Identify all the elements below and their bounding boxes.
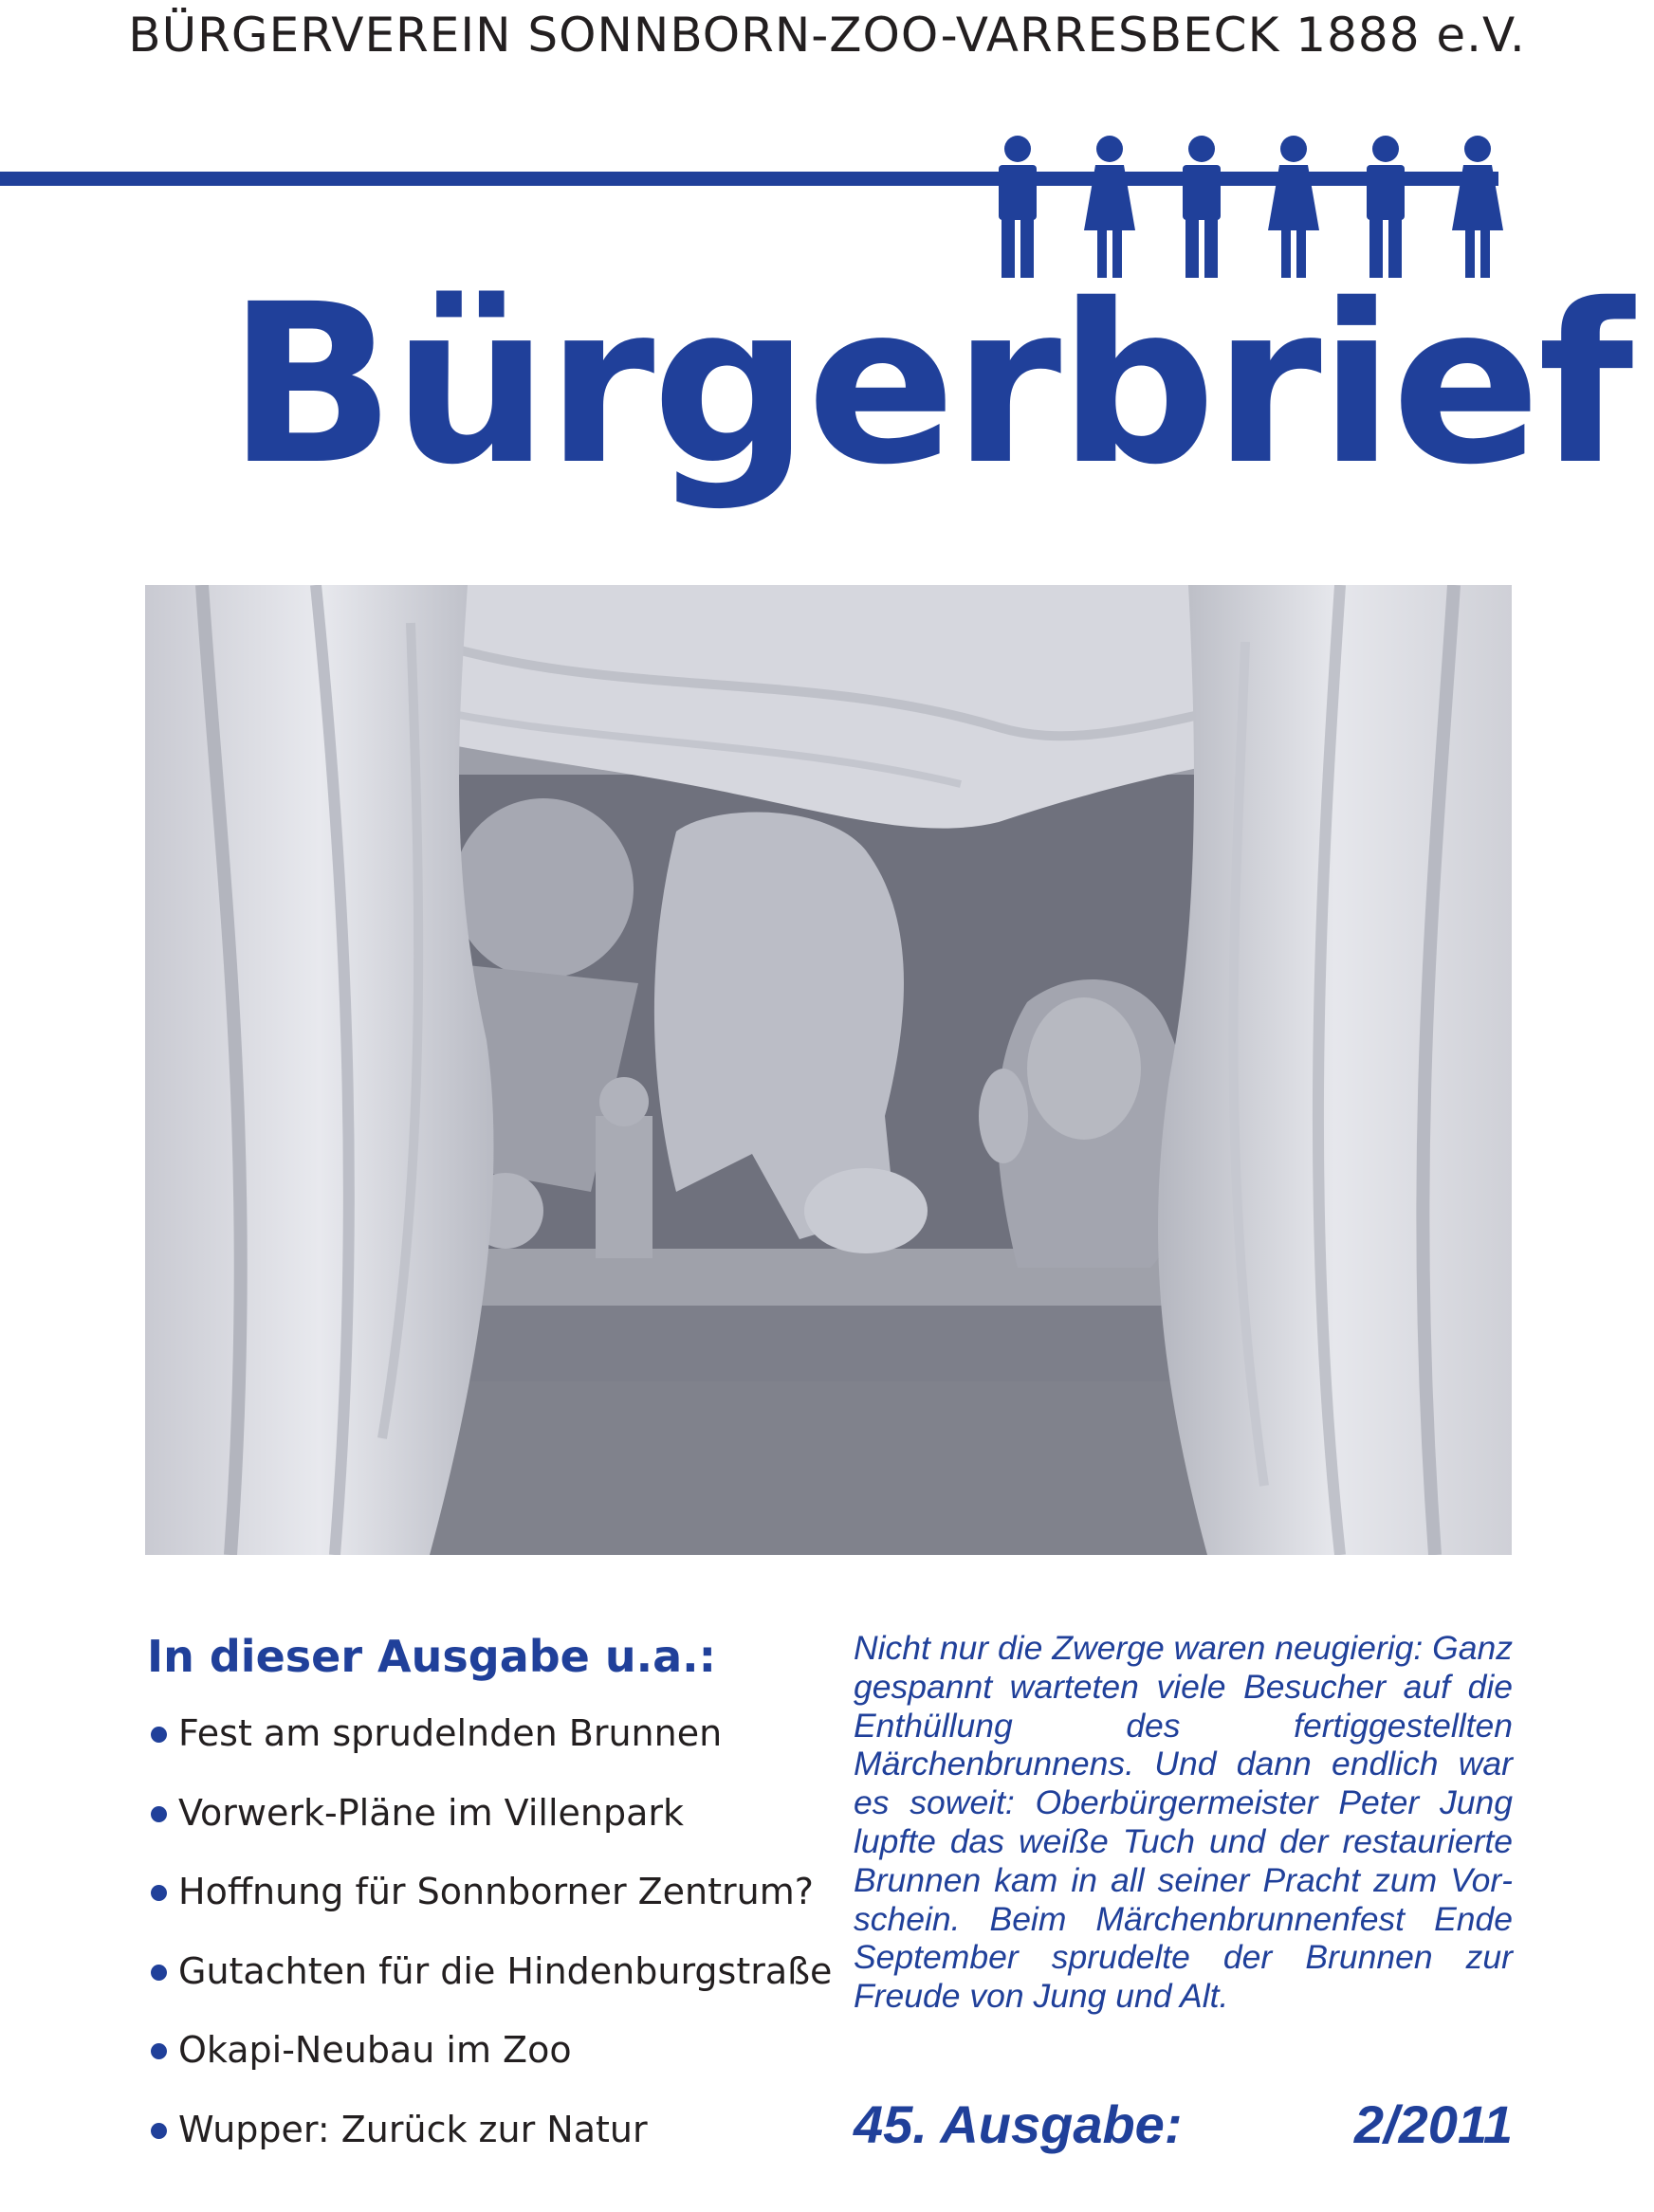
list-item	[147, 1792, 830, 1872]
toc-item-label: Okapi-Neubau im Zoo	[178, 2029, 572, 2071]
bullet-icon	[151, 1727, 167, 1743]
photo-caption: Nicht nur die Zwerge waren neugierig: Ganz gespannt warteten viele Besucher auf die Enthüllung des fertiggestellten Märchenbrunnens. Und dann endlich war es soweit: Oberbürgermeister Peter Jung lupfte das weiße Tuch und der restaurierte Brunnen kam in all seiner Pracht zum Vorschein. Beim Märchenbrunnenfest Ende September sprudelte der Brunnen zur Freude von Jung und Alt.	[854, 1629, 1513, 2016]
cover-photo	[145, 585, 1512, 1555]
bullet-icon	[151, 1965, 167, 1981]
toc-title: In dieser Ausgabe u.a.:	[147, 1631, 717, 1682]
bullet-icon	[151, 2123, 167, 2139]
toc-item-label: Fest am sprudelnden Brunnen	[178, 1712, 723, 1754]
bullet-icon	[151, 1885, 167, 1901]
list-item	[147, 2109, 830, 2188]
masthead-title: Bürgerbrief	[228, 257, 1631, 513]
organization-header: BÜRGERVEREIN SONNBORN-ZOO-VARRESBECK 1888 e.V.	[128, 8, 1526, 63]
toc-item-label: Hoffnung für Sonnborner Zentrum?	[178, 1871, 814, 1912]
bullet-icon	[151, 1806, 167, 1822]
list-item	[147, 1871, 830, 1950]
list-item	[147, 1949, 833, 2030]
toc-item-label: Gutachten für die Hindenburgstraße	[178, 1949, 833, 1992]
list-item	[147, 2029, 830, 2109]
toc-item-label: Vorwerk-Pläne im Villenpark	[178, 1791, 685, 1834]
issue-label: 45. Ausgabe:	[854, 2094, 1183, 2154]
bullet-icon	[151, 2043, 167, 2059]
issue-line	[854, 2093, 1513, 2155]
toc-item-label: Wupper: Zurück zur Natur	[178, 2108, 648, 2150]
issue-number: 2/2011	[1353, 2094, 1513, 2154]
toc-list	[147, 1712, 833, 2187]
list-item	[147, 1712, 830, 1792]
